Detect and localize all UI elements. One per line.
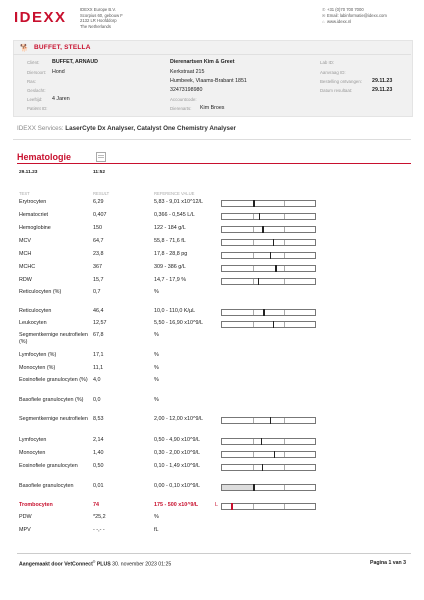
range-tick-low xyxy=(253,504,254,509)
table-row xyxy=(0,397,424,411)
reference-range: 17,8 - 28,8 pg xyxy=(154,251,188,257)
reference-range: 2,00 - 12,00 x10^9/L xyxy=(154,416,203,422)
range-tick-high xyxy=(284,322,285,327)
patient-name: BUFFET, STELLA xyxy=(34,44,91,51)
range-bar xyxy=(221,438,316,445)
reference-range: 5,50 - 16,90 x10^9/L xyxy=(154,320,203,326)
range-tick-high xyxy=(284,452,285,457)
reference-range: % xyxy=(154,377,159,383)
test-result: 150 xyxy=(93,225,102,231)
range-tick-low xyxy=(253,214,254,219)
lab-address: IDEXX Europe B.V. Scorpius 60, gebouw F 2132 LR Hoofddorp The Netherlands xyxy=(80,7,123,29)
run-time: 11:52 xyxy=(93,170,106,175)
test-name: MCHC xyxy=(19,264,36,270)
table-row xyxy=(0,199,424,206)
services-value: LaserCyte Dx Analyser, Catalyst One Chemistry Analyser xyxy=(65,125,236,132)
table-row xyxy=(0,352,424,359)
range-bar xyxy=(221,503,316,510)
reference-range: % xyxy=(154,332,159,338)
range-bar xyxy=(221,265,316,272)
table-row xyxy=(0,416,424,430)
divider xyxy=(13,54,411,55)
reference-range: 309 - 386 g/L xyxy=(154,264,186,270)
table-row xyxy=(0,277,424,284)
range-tick-low xyxy=(253,322,254,327)
low-flag: L xyxy=(215,502,218,508)
results-value: 29.11.23 xyxy=(372,87,393,93)
range-bar xyxy=(221,464,316,471)
range-bar xyxy=(221,309,316,316)
test-result: 0,407 xyxy=(93,212,107,218)
table-row xyxy=(0,365,424,372)
range-shade xyxy=(222,485,253,490)
reference-range: % xyxy=(154,397,159,403)
table-row xyxy=(0,308,424,315)
test-result: 12,57 xyxy=(93,320,107,326)
range-tick-low xyxy=(253,227,254,232)
result-marker xyxy=(262,226,264,233)
web-icon: ⌂ xyxy=(322,19,325,24)
table-row xyxy=(0,289,424,303)
result-marker xyxy=(273,321,275,328)
test-result: 6,29 xyxy=(93,199,104,205)
range-tick-high xyxy=(284,439,285,444)
range-tick-low xyxy=(253,465,254,470)
range-bar xyxy=(221,239,316,246)
reference-range: 175 - 500 x10^9/L xyxy=(154,502,199,508)
result-marker xyxy=(270,417,272,424)
result-marker xyxy=(270,252,272,259)
test-name: RDW xyxy=(19,277,32,283)
test-name: Leukocyten xyxy=(19,320,47,326)
result-marker xyxy=(273,239,275,246)
test-result: - -,- - xyxy=(93,527,105,533)
test-result: 74 xyxy=(93,502,99,508)
range-tick-low xyxy=(253,253,254,258)
range-tick-high xyxy=(284,485,285,490)
test-result: 2,14 xyxy=(93,437,104,443)
test-result: 4,0 xyxy=(93,377,101,383)
footer-text: Aangemaakt door VetConnect® PLUS 30. november 2023 01:25 xyxy=(19,560,172,568)
reference-range: % xyxy=(154,514,159,520)
result-marker xyxy=(258,278,260,285)
lab-contact xyxy=(322,7,387,25)
species-label: Diersoort: xyxy=(27,70,47,75)
clinic-phone: 32473198980 xyxy=(170,87,203,93)
client-value: BUFFET, ARNAUD xyxy=(52,59,99,65)
test-name: MCV xyxy=(19,238,31,244)
sex-label: Geslacht: xyxy=(27,88,46,93)
range-bar xyxy=(221,200,316,207)
range-bar xyxy=(221,252,316,259)
footer-timestamp: 30. november 2023 01:25 xyxy=(112,561,172,568)
range-tick-low xyxy=(253,418,254,423)
test-result: 1,40 xyxy=(93,450,104,456)
lab-email[interactable]: Email: labinformatie@idexx.com xyxy=(327,13,387,18)
reference-range: % xyxy=(154,365,159,371)
account-label: Accountcode: xyxy=(170,97,197,102)
reference-range: 5,83 - 9,01 x10^12/L xyxy=(154,199,203,205)
dog-icon: 🐕 xyxy=(20,45,29,52)
test-name: Monocyten xyxy=(19,450,46,456)
test-result: 0,01 xyxy=(93,483,104,489)
range-bar xyxy=(221,417,316,424)
result-marker xyxy=(274,451,276,458)
table-row xyxy=(0,377,424,391)
test-result: 15,7 xyxy=(93,277,104,283)
test-name: Hematocriet xyxy=(19,212,49,218)
result-marker xyxy=(259,213,261,220)
section-title: Hematologie xyxy=(17,152,72,162)
test-name: Reticulocyten (%) xyxy=(19,289,62,295)
range-bar xyxy=(221,226,316,233)
table-row xyxy=(0,332,424,346)
test-name: Erytrocyten xyxy=(19,199,47,205)
range-tick-low xyxy=(253,279,254,284)
reference-range: 0,366 - 0,545 L/L xyxy=(154,212,195,218)
range-bar xyxy=(221,278,316,285)
test-result: 0,50 xyxy=(93,463,104,469)
range-tick-high xyxy=(284,266,285,271)
range-tick-high xyxy=(284,465,285,470)
ordered-label: Bestelling ontvangen: xyxy=(320,79,362,84)
clinic-name: Dierenartsen Kim & Greet xyxy=(170,59,235,65)
reference-range: 55,8 - 71,6 fL xyxy=(154,238,186,244)
range-tick-low xyxy=(253,452,254,457)
test-result: 8,53 xyxy=(93,416,104,422)
result-marker xyxy=(263,309,265,316)
table-row xyxy=(0,483,424,497)
species-value: Hond xyxy=(52,69,65,75)
test-name: Eosinofiele granulocyten xyxy=(19,463,78,469)
table-row xyxy=(0,212,424,219)
phone-icon: ✆ xyxy=(322,7,326,12)
test-name: Lymfocyten (%) xyxy=(19,352,57,358)
test-result: *25,2 xyxy=(93,514,106,520)
table-row xyxy=(0,502,424,509)
test-result: 17,1 xyxy=(93,352,104,358)
email-icon: ✉ xyxy=(322,13,326,18)
divider xyxy=(13,139,411,140)
range-tick-low xyxy=(253,240,254,245)
vet-label: Dierenarts: xyxy=(170,106,192,111)
result-marker xyxy=(261,438,263,445)
footer-brand: PLUS xyxy=(96,561,111,568)
test-name: Monocyten (%) xyxy=(19,365,56,371)
range-tick-high xyxy=(284,214,285,219)
document-icon[interactable] xyxy=(96,152,106,162)
result-marker xyxy=(231,503,233,510)
range-tick-high xyxy=(284,504,285,509)
test-result: 67,8 xyxy=(93,332,104,338)
range-bar xyxy=(221,213,316,220)
result-marker xyxy=(253,484,255,491)
section-divider xyxy=(17,163,411,164)
run-date: 29.11.23 xyxy=(19,170,38,175)
test-name: PDW xyxy=(19,514,32,520)
range-tick-high xyxy=(284,418,285,423)
table-row xyxy=(0,238,424,245)
test-result: 0,7 xyxy=(93,289,101,295)
test-name: Trombocyten xyxy=(19,502,53,508)
range-tick-low xyxy=(253,310,254,315)
reference-range: 0,10 - 1,49 x10^9/L xyxy=(154,463,200,469)
table-row xyxy=(0,463,424,477)
test-name: MPV xyxy=(19,527,31,533)
range-tick-high xyxy=(284,279,285,284)
request-id-label: Aanvraag ID: xyxy=(320,70,346,75)
table-row xyxy=(0,527,424,534)
result-marker xyxy=(262,464,264,471)
test-result: 64,7 xyxy=(93,238,104,244)
result-marker xyxy=(253,200,255,207)
reference-range: 14,7 - 17,9 % xyxy=(154,277,187,283)
test-name: Eosinofiele granulocyten (%) xyxy=(19,377,88,383)
test-name: Segmentkernige neutrofielen xyxy=(19,416,88,422)
table-row xyxy=(0,437,424,444)
age-value: 4 Jaren xyxy=(52,96,70,102)
test-result: 0,0 xyxy=(93,397,101,403)
test-name: Basofiele granulocyten xyxy=(19,483,74,489)
col-ref-header: REFERENCE VALUE xyxy=(154,191,195,196)
result-marker xyxy=(275,265,277,272)
ordered-value: 29.11.23 xyxy=(372,78,393,84)
test-name: Lymfocyten xyxy=(19,437,47,443)
services-label: IDEXX Services: xyxy=(17,125,64,132)
range-tick-high xyxy=(284,201,285,206)
col-result-header: RESULT xyxy=(93,191,110,196)
range-bar xyxy=(221,321,316,328)
test-name: MCH xyxy=(19,251,32,257)
table-row xyxy=(0,251,424,258)
breed-label: Ras: xyxy=(27,79,37,84)
reference-range: fL xyxy=(154,527,159,533)
idexx-logo: IDEXX xyxy=(14,9,67,26)
page-number: Pagina 1 van 3 xyxy=(370,560,407,566)
test-name: Segmentkernige neutrofielen (%) xyxy=(19,332,88,345)
table-row xyxy=(0,320,424,327)
lab-website[interactable]: www.idexx.nl xyxy=(327,19,352,24)
col-test-header: TEST xyxy=(19,191,30,196)
test-result: 46,4 xyxy=(93,308,104,314)
reference-range: 10,0 - 110,0 K/µL xyxy=(154,308,196,314)
services-line xyxy=(17,125,236,132)
footer-divider xyxy=(17,553,411,554)
reference-range: 122 - 184 g/L xyxy=(154,225,186,231)
reference-range: 0,30 - 2,00 x10^9/L xyxy=(154,450,200,456)
table-row xyxy=(0,225,424,232)
test-name: Basofiele granulocyten (%) xyxy=(19,397,84,403)
test-result: 11,1 xyxy=(93,365,104,371)
reference-range: % xyxy=(154,289,159,295)
reference-range: 0,50 - 4,90 x10^9/L xyxy=(154,437,200,443)
results-label: Datum resultaat: xyxy=(320,88,353,93)
lab-phone: +31 (0)70 700 7000 xyxy=(327,7,364,12)
range-tick-low xyxy=(253,266,254,271)
test-result: 23,8 xyxy=(93,251,104,257)
range-tick-high xyxy=(284,227,285,232)
table-row xyxy=(0,514,424,521)
test-name: Hemoglobine xyxy=(19,225,51,231)
range-tick-high xyxy=(284,253,285,258)
footer-created-by: Aangemaakt door VetConnect xyxy=(19,561,93,568)
clinic-city: Humbeek, Vlaams-Brabant 1851 xyxy=(170,78,247,84)
range-tick-high xyxy=(284,310,285,315)
reference-range: % xyxy=(154,352,159,358)
test-name: Reticulocyten xyxy=(19,308,52,314)
range-bar xyxy=(221,484,316,491)
test-result: 367 xyxy=(93,264,102,270)
range-tick-low xyxy=(253,439,254,444)
reference-range: 0,00 - 0,10 x10^9/L xyxy=(154,483,200,489)
range-tick-high xyxy=(284,240,285,245)
table-row xyxy=(0,264,424,271)
age-label: Leeftijd: xyxy=(27,97,43,102)
range-bar xyxy=(221,451,316,458)
vet-value: Kim Broes xyxy=(200,105,225,111)
table-row xyxy=(0,450,424,457)
lab-id-label: Lab ID: xyxy=(320,60,335,65)
client-label: Cliënt: xyxy=(27,60,40,65)
patient-id-label: Patiënt ID: xyxy=(27,106,48,111)
clinic-street: Kerkstraat 215 xyxy=(170,69,205,75)
